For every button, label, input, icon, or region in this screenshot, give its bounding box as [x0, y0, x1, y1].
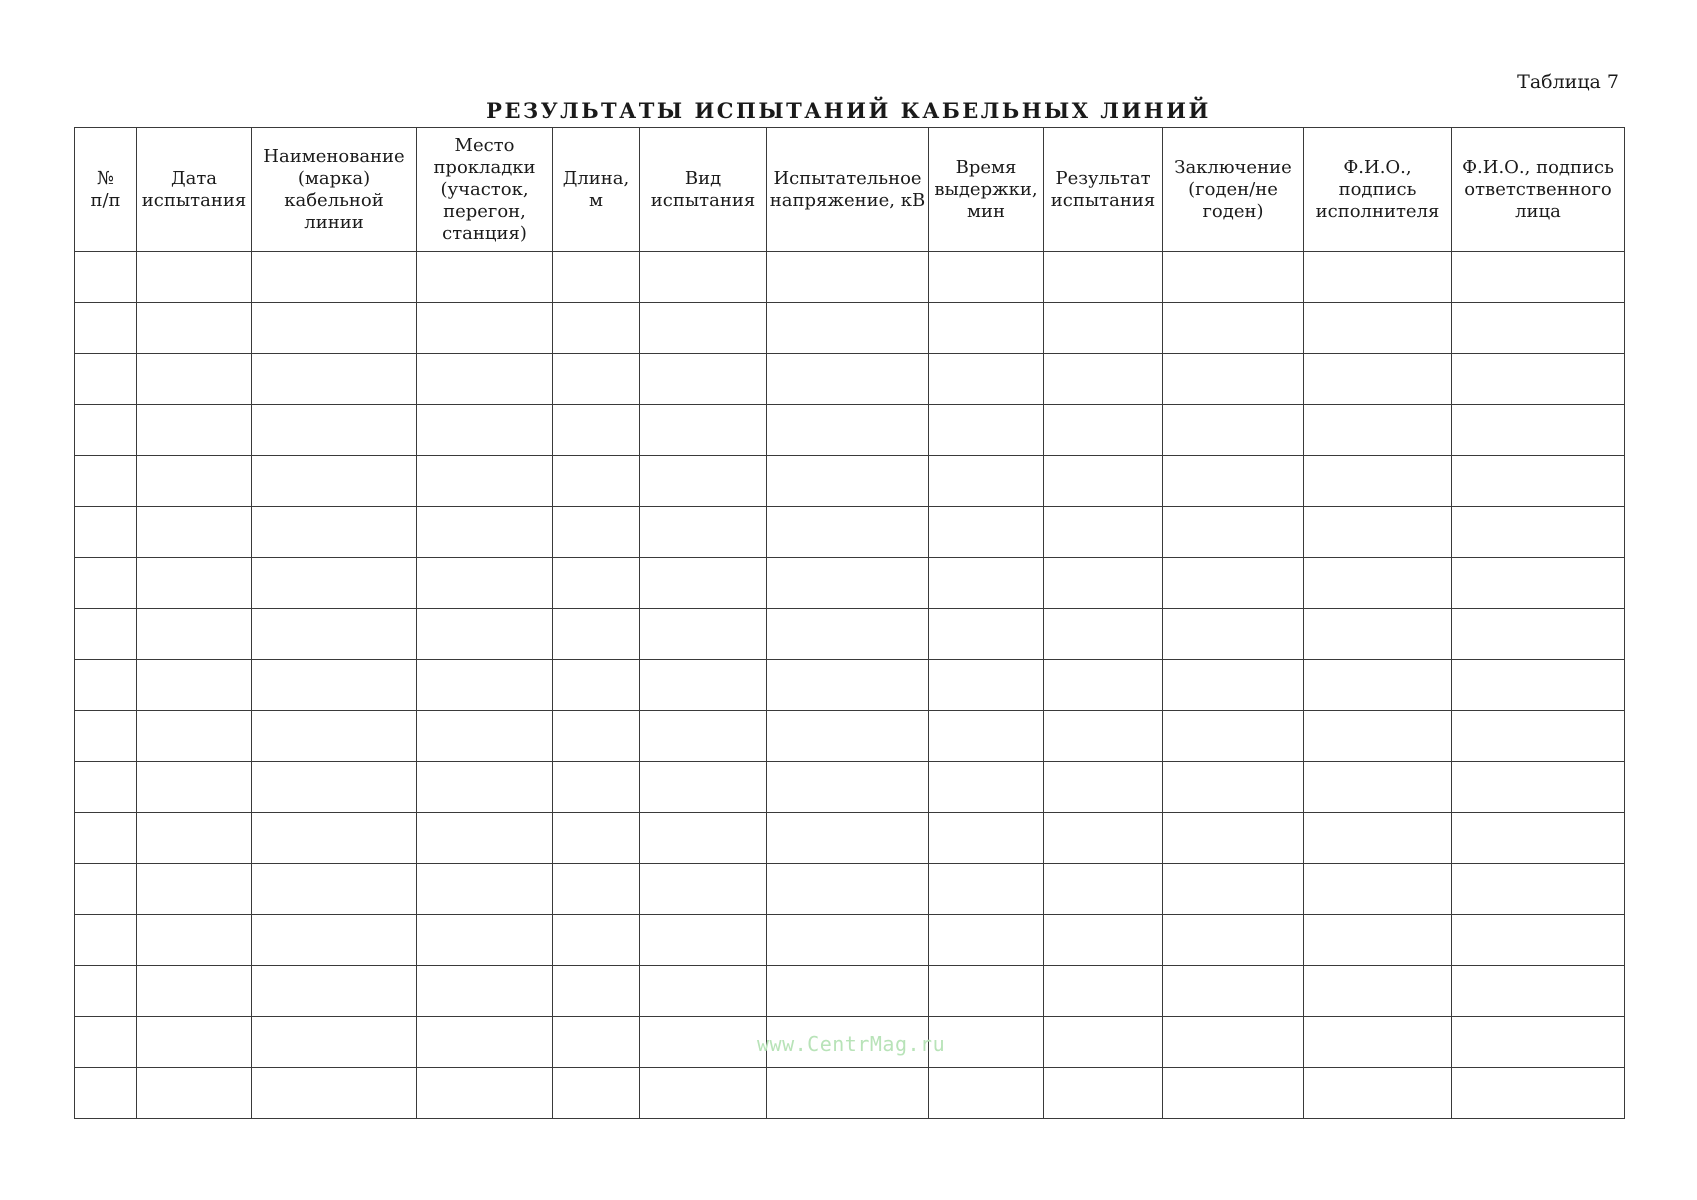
column-header-cable-name: Наименование (марка) кабельной линии — [252, 128, 417, 252]
table-cell[interactable] — [75, 813, 137, 864]
table-cell[interactable] — [1163, 507, 1304, 558]
table-cell[interactable] — [137, 609, 252, 660]
table-cell[interactable] — [767, 915, 929, 966]
table-cell[interactable] — [767, 609, 929, 660]
table-cell[interactable] — [75, 558, 137, 609]
document-title: РЕЗУЛЬТАТЫ ИСПЫТАНИЙ КАБЕЛЬНЫХ ЛИНИЙ — [486, 98, 1211, 123]
table-cell[interactable] — [1044, 609, 1163, 660]
table-cell[interactable] — [1452, 762, 1625, 813]
table-cell[interactable] — [1304, 762, 1452, 813]
table-cell[interactable] — [767, 405, 929, 456]
table-cell[interactable] — [252, 252, 417, 303]
table-cell[interactable] — [75, 660, 137, 711]
table-cell[interactable] — [929, 1068, 1044, 1119]
table-cell[interactable] — [640, 1068, 767, 1119]
table-cell[interactable] — [929, 1017, 1044, 1068]
table-cell[interactable] — [417, 864, 553, 915]
table-cell[interactable] — [929, 660, 1044, 711]
table-cell[interactable] — [1452, 915, 1625, 966]
table-cell[interactable] — [929, 609, 1044, 660]
column-header-test-voltage: Испытательное напряжение, кВ — [767, 128, 929, 252]
table-cell[interactable] — [1452, 456, 1625, 507]
column-header-hold-time: Время выдержки, мин — [929, 128, 1044, 252]
table-cell[interactable] — [1452, 813, 1625, 864]
table-cell[interactable] — [767, 303, 929, 354]
table-cell[interactable] — [75, 966, 137, 1017]
table-cell[interactable] — [417, 711, 553, 762]
table-cell[interactable] — [1304, 813, 1452, 864]
table-cell[interactable] — [1452, 609, 1625, 660]
table-cell[interactable] — [1452, 660, 1625, 711]
table-cell[interactable] — [252, 711, 417, 762]
table-cell[interactable] — [1452, 558, 1625, 609]
table-cell[interactable] — [1044, 915, 1163, 966]
table-cell[interactable] — [640, 456, 767, 507]
table-cell[interactable] — [1452, 507, 1625, 558]
table-row — [75, 966, 1625, 1017]
table-cell[interactable] — [640, 762, 767, 813]
table-row — [75, 864, 1625, 915]
table-cell[interactable] — [640, 507, 767, 558]
table-cell[interactable] — [553, 558, 640, 609]
column-header-test-type: Вид испытания — [640, 128, 767, 252]
table-cell[interactable] — [75, 915, 137, 966]
table-cell[interactable] — [1304, 507, 1452, 558]
table-cell[interactable] — [553, 252, 640, 303]
table-cell[interactable] — [137, 864, 252, 915]
table-cell[interactable] — [75, 762, 137, 813]
table-cell[interactable] — [417, 966, 553, 1017]
table-cell[interactable] — [929, 507, 1044, 558]
table-cell[interactable] — [553, 813, 640, 864]
column-header-executor: Ф.И.О., подпись исполнителя — [1304, 128, 1452, 252]
table-cell[interactable] — [929, 456, 1044, 507]
table-cell[interactable] — [929, 252, 1044, 303]
table-cell[interactable] — [1044, 1068, 1163, 1119]
table-cell[interactable] — [252, 507, 417, 558]
table-cell[interactable] — [252, 864, 417, 915]
table-cell[interactable] — [1163, 711, 1304, 762]
table-cell[interactable] — [1163, 558, 1304, 609]
table-cell[interactable] — [640, 966, 767, 1017]
table-cell[interactable] — [767, 864, 929, 915]
table-cell[interactable] — [137, 252, 252, 303]
table-row — [75, 405, 1625, 456]
table-cell[interactable] — [553, 966, 640, 1017]
table-cell[interactable] — [767, 1068, 929, 1119]
table-cell[interactable] — [1163, 1017, 1304, 1068]
table-cell[interactable] — [1163, 303, 1304, 354]
table-cell[interactable] — [137, 558, 252, 609]
table-row — [75, 303, 1625, 354]
column-header-laying-place: Место прокладки (участок, перегон, станция) — [417, 128, 553, 252]
table-cell[interactable] — [553, 507, 640, 558]
table-cell[interactable] — [1044, 303, 1163, 354]
table-cell[interactable] — [75, 456, 137, 507]
table-cell[interactable] — [1163, 354, 1304, 405]
table-cell[interactable] — [553, 456, 640, 507]
table-cell[interactable] — [417, 507, 553, 558]
table-cell[interactable] — [1044, 813, 1163, 864]
table-cell[interactable] — [1304, 660, 1452, 711]
table-cell[interactable] — [1304, 303, 1452, 354]
table-cell[interactable] — [1044, 864, 1163, 915]
table-row — [75, 660, 1625, 711]
table-cell[interactable] — [1044, 354, 1163, 405]
table-cell[interactable] — [1452, 711, 1625, 762]
table-cell[interactable] — [1163, 864, 1304, 915]
table-row — [75, 558, 1625, 609]
table-row — [75, 915, 1625, 966]
table-row — [75, 456, 1625, 507]
table-cell[interactable] — [929, 711, 1044, 762]
table-cell[interactable] — [640, 609, 767, 660]
column-header-number: № п/п — [75, 128, 137, 252]
column-header-responsible-person: Ф.И.О., подпись ответственного лица — [1452, 128, 1625, 252]
table-cell[interactable] — [1163, 405, 1304, 456]
table-cell[interactable] — [553, 303, 640, 354]
table-cell[interactable] — [767, 966, 929, 1017]
table-cell[interactable] — [553, 405, 640, 456]
table-cell[interactable] — [767, 660, 929, 711]
table-cell[interactable] — [1044, 1017, 1163, 1068]
table-cell[interactable] — [252, 354, 417, 405]
table-cell[interactable] — [1044, 405, 1163, 456]
table-cell[interactable] — [640, 864, 767, 915]
table-cell[interactable] — [1452, 1068, 1625, 1119]
table-cell[interactable] — [1452, 966, 1625, 1017]
table-cell[interactable] — [553, 609, 640, 660]
table-cell[interactable] — [1044, 762, 1163, 813]
table-cell[interactable] — [929, 864, 1044, 915]
table-cell[interactable] — [1304, 1017, 1452, 1068]
table-cell[interactable] — [929, 405, 1044, 456]
table-cell[interactable] — [929, 915, 1044, 966]
table-cell[interactable] — [417, 405, 553, 456]
table-cell[interactable] — [553, 1017, 640, 1068]
table-cell[interactable] — [1163, 609, 1304, 660]
table-cell[interactable] — [252, 558, 417, 609]
table-cell[interactable] — [137, 966, 252, 1017]
results-table — [74, 127, 1625, 1119]
table-cell[interactable] — [1163, 456, 1304, 507]
table-cell[interactable] — [1044, 507, 1163, 558]
table-cell[interactable] — [137, 456, 252, 507]
table-cell[interactable] — [252, 609, 417, 660]
table-cell[interactable] — [929, 558, 1044, 609]
table-cell[interactable] — [1304, 711, 1452, 762]
column-header-conclusion: Заключение (годен/не годен) — [1163, 128, 1304, 252]
table-cell[interactable] — [137, 813, 252, 864]
table-cell[interactable] — [137, 1068, 252, 1119]
table-body — [75, 252, 1625, 1119]
table-cell[interactable] — [75, 864, 137, 915]
table-cell[interactable] — [1452, 405, 1625, 456]
table-cell[interactable] — [929, 966, 1044, 1017]
table-cell[interactable] — [417, 354, 553, 405]
table-cell[interactable] — [1452, 303, 1625, 354]
table-cell[interactable] — [1304, 1068, 1452, 1119]
table-cell[interactable] — [417, 915, 553, 966]
column-header-length: Длина, м — [553, 128, 640, 252]
table-row — [75, 507, 1625, 558]
table-cell[interactable] — [640, 558, 767, 609]
table-row — [75, 762, 1625, 813]
table-cell[interactable] — [1304, 966, 1452, 1017]
table-cell[interactable] — [75, 405, 137, 456]
table-cell[interactable] — [1304, 864, 1452, 915]
table-cell[interactable] — [1044, 966, 1163, 1017]
table-cell[interactable] — [137, 405, 252, 456]
table-cell[interactable] — [1304, 609, 1452, 660]
table-cell[interactable] — [137, 915, 252, 966]
table-cell[interactable] — [252, 762, 417, 813]
table-cell[interactable] — [929, 354, 1044, 405]
table-cell[interactable] — [137, 762, 252, 813]
table-cell[interactable] — [1452, 1017, 1625, 1068]
header-row — [75, 128, 1625, 252]
table-cell[interactable] — [1163, 252, 1304, 303]
table-cell[interactable] — [640, 354, 767, 405]
table-cell[interactable] — [1304, 456, 1452, 507]
table-cell[interactable] — [553, 915, 640, 966]
table-cell[interactable] — [75, 1017, 137, 1068]
table-cell[interactable] — [767, 507, 929, 558]
table-cell[interactable] — [417, 558, 553, 609]
table-cell[interactable] — [252, 660, 417, 711]
table-cell[interactable] — [252, 1017, 417, 1068]
table-cell[interactable] — [417, 609, 553, 660]
table-cell[interactable] — [767, 558, 929, 609]
table-cell[interactable] — [417, 813, 553, 864]
table-cell[interactable] — [1163, 660, 1304, 711]
table-cell[interactable] — [1304, 558, 1452, 609]
table-cell[interactable] — [1163, 915, 1304, 966]
table-row — [75, 813, 1625, 864]
table-cell[interactable] — [767, 354, 929, 405]
table-cell[interactable] — [767, 456, 929, 507]
watermark: www.CentrMag.ru — [757, 1032, 946, 1056]
table-row — [75, 1068, 1625, 1119]
table-cell[interactable] — [1044, 456, 1163, 507]
table-cell[interactable] — [75, 507, 137, 558]
table-cell[interactable] — [640, 303, 767, 354]
table-cell[interactable] — [417, 252, 553, 303]
table-cell[interactable] — [767, 762, 929, 813]
table-cell[interactable] — [417, 660, 553, 711]
table-cell[interactable] — [640, 252, 767, 303]
table-cell[interactable] — [137, 660, 252, 711]
table-cell[interactable] — [75, 354, 137, 405]
table-cell[interactable] — [1044, 558, 1163, 609]
table-cell[interactable] — [75, 711, 137, 762]
table-cell[interactable] — [137, 1017, 252, 1068]
table-cell[interactable] — [1044, 660, 1163, 711]
table-cell[interactable] — [137, 507, 252, 558]
table-cell[interactable] — [1304, 915, 1452, 966]
table-cell[interactable] — [75, 252, 137, 303]
table-cell[interactable] — [137, 711, 252, 762]
table-cell[interactable] — [75, 1068, 137, 1119]
table-cell[interactable] — [553, 762, 640, 813]
table-cell[interactable] — [640, 405, 767, 456]
table-cell[interactable] — [252, 456, 417, 507]
table-cell[interactable] — [640, 915, 767, 966]
table-row — [75, 252, 1625, 303]
table-cell[interactable] — [640, 711, 767, 762]
table-cell[interactable] — [553, 660, 640, 711]
table-cell[interactable] — [252, 915, 417, 966]
table-cell[interactable] — [1452, 864, 1625, 915]
table-cell[interactable] — [1044, 711, 1163, 762]
table-row — [75, 609, 1625, 660]
table-cell[interactable] — [929, 762, 1044, 813]
table-cell[interactable] — [1163, 1068, 1304, 1119]
table-cell[interactable] — [1044, 252, 1163, 303]
table-cell[interactable] — [553, 1068, 640, 1119]
table-number: Таблица 7 — [1517, 71, 1619, 93]
table-cell[interactable] — [767, 252, 929, 303]
table-cell[interactable] — [1163, 813, 1304, 864]
table-cell[interactable] — [252, 405, 417, 456]
table-cell[interactable] — [252, 303, 417, 354]
table-cell[interactable] — [929, 303, 1044, 354]
table-cell[interactable] — [1163, 966, 1304, 1017]
table-cell[interactable] — [75, 303, 137, 354]
table-cell[interactable] — [1304, 405, 1452, 456]
table-cell[interactable] — [1163, 762, 1304, 813]
table-cell[interactable] — [1304, 354, 1452, 405]
table-cell[interactable] — [929, 813, 1044, 864]
table-cell[interactable] — [553, 354, 640, 405]
table-cell[interactable] — [640, 1017, 767, 1068]
table-cell[interactable] — [417, 456, 553, 507]
table-cell[interactable] — [417, 1017, 553, 1068]
table-cell[interactable] — [417, 303, 553, 354]
table-cell[interactable] — [640, 813, 767, 864]
table-cell[interactable] — [553, 711, 640, 762]
table-cell[interactable] — [767, 711, 929, 762]
table-cell[interactable] — [767, 813, 929, 864]
table-cell[interactable] — [252, 966, 417, 1017]
table-cell[interactable] — [1452, 252, 1625, 303]
table-cell[interactable] — [417, 1068, 553, 1119]
table-cell[interactable] — [1452, 354, 1625, 405]
table-cell[interactable] — [640, 660, 767, 711]
table-cell[interactable] — [137, 354, 252, 405]
table-cell[interactable] — [252, 1068, 417, 1119]
column-header-test-result: Результат испытания — [1044, 128, 1163, 252]
table-row — [75, 354, 1625, 405]
table-row — [75, 711, 1625, 762]
table-cell[interactable] — [417, 762, 553, 813]
table-cell[interactable] — [252, 813, 417, 864]
table-cell[interactable] — [553, 864, 640, 915]
table-cell[interactable] — [75, 609, 137, 660]
table-cell[interactable] — [137, 303, 252, 354]
table-cell[interactable] — [1304, 252, 1452, 303]
column-header-test-date: Дата испытания — [137, 128, 252, 252]
